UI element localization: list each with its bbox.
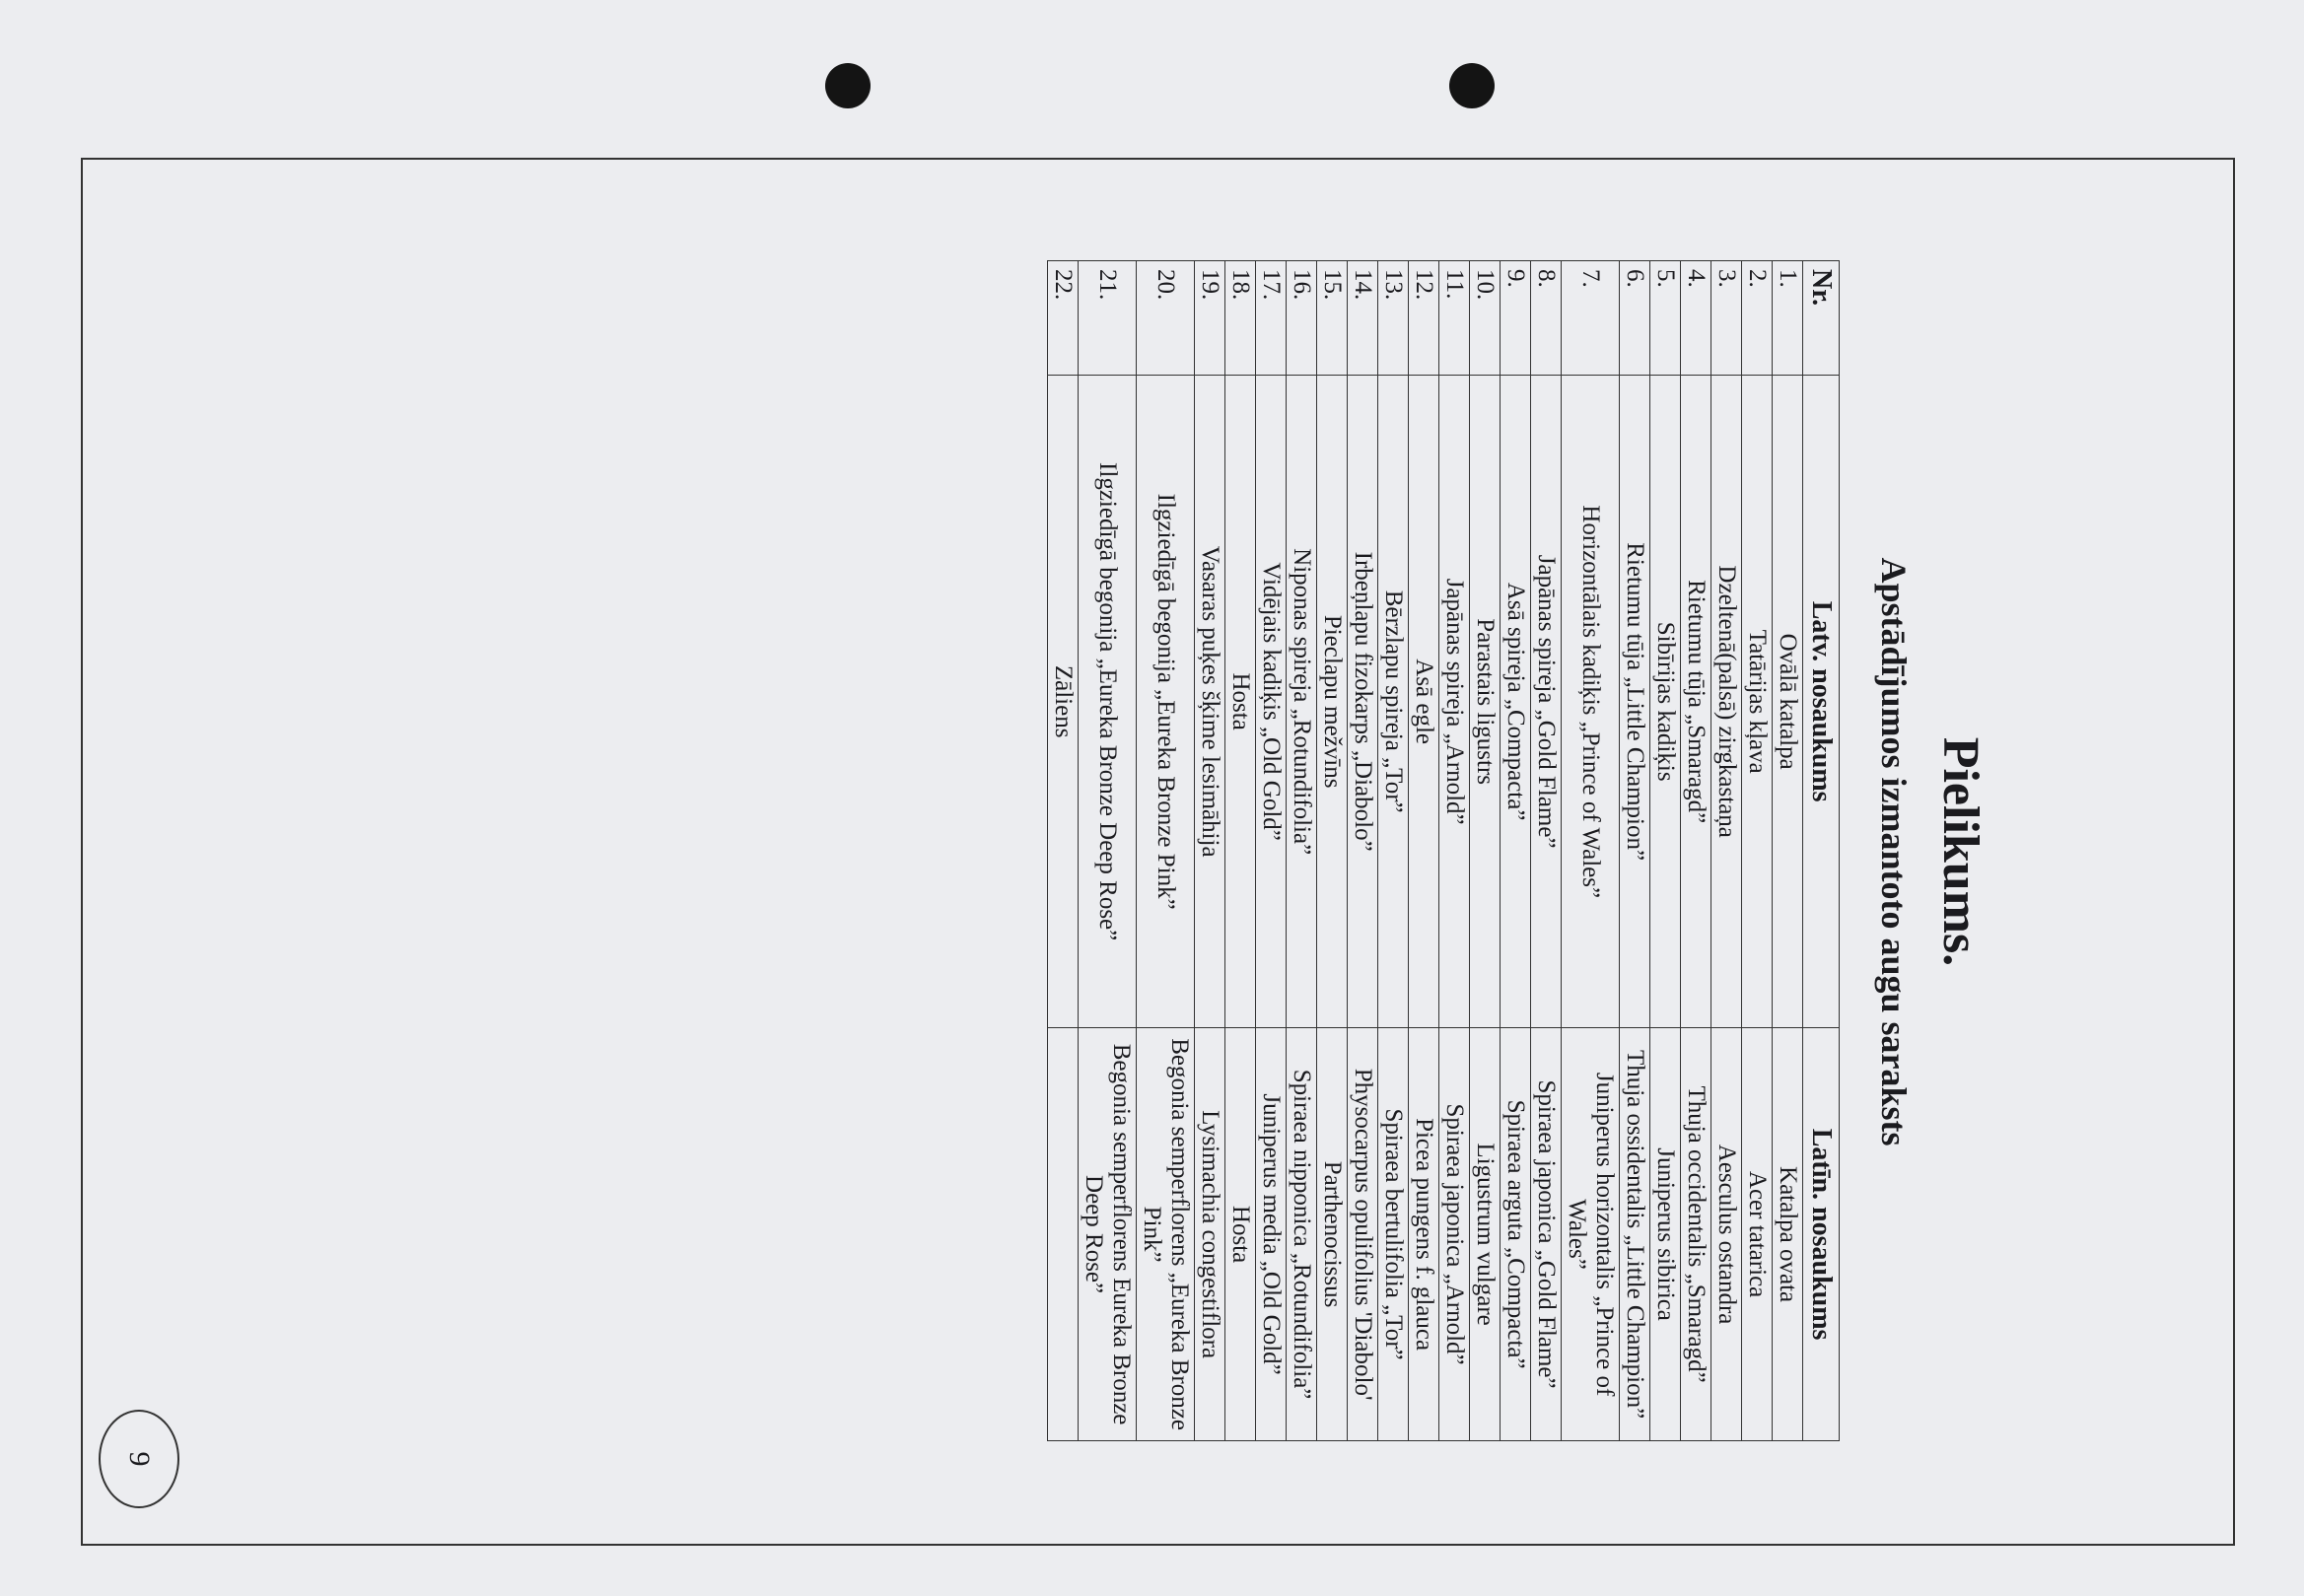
cell-latvian-name: Rietumu tūja „Little Champion” — [1620, 376, 1650, 1028]
cell-latvian-name: Horizontālais kadiķis „Prince of Wales” — [1562, 376, 1620, 1028]
plant-list-table — [1047, 260, 1840, 1441]
cell-nr: 3. — [1711, 261, 1742, 376]
cell-nr: 4. — [1681, 261, 1711, 376]
cell-latin-name: Lysimachia congestiflora — [1195, 1028, 1225, 1441]
cell-nr: 9. — [1501, 261, 1531, 376]
cell-latin-name: Physocarpus opulifolius 'Diabolo' — [1348, 1028, 1378, 1441]
table-row — [1348, 261, 1378, 1441]
cell-latin-name: Begonia semperflorens Eureka Bronze Deep Rose” — [1079, 1028, 1137, 1441]
table-header-row — [1803, 261, 1840, 1441]
cell-latin-name: Spiraea nipponica „Rotundifolia” — [1287, 1028, 1317, 1441]
cell-nr: 21. — [1079, 261, 1137, 376]
cell-latvian-name: Niponas spireja „Rotundifolia” — [1287, 376, 1317, 1028]
rotated-content — [314, 260, 1990, 1443]
header-latin-name: Latīn. nosaukums — [1803, 1028, 1840, 1441]
cell-latin-name: Aesculus ostandra — [1711, 1028, 1742, 1441]
cell-latvian-name: Tatārijas kļava — [1742, 376, 1773, 1028]
cell-latin-name: Parthenocissus — [1317, 1028, 1348, 1441]
table-row — [1562, 261, 1620, 1441]
cell-latvian-name: Irbeņlapu fizokarps „Diabolo” — [1348, 376, 1378, 1028]
cell-nr: 7. — [1562, 261, 1620, 376]
page-title: Pielikums. — [1932, 736, 1989, 967]
cell-nr: 12. — [1409, 261, 1439, 376]
punch-hole-right — [1449, 63, 1495, 108]
table-row — [1531, 261, 1562, 1441]
header-nr: Nr. — [1803, 261, 1840, 376]
table-row — [1317, 261, 1348, 1441]
cell-nr: 14. — [1348, 261, 1378, 376]
table-row — [1470, 261, 1501, 1441]
page-number: 9 — [123, 1451, 156, 1467]
cell-nr: 16. — [1287, 261, 1317, 376]
cell-latin-name: Spiraea bertulifolia „Tor” — [1378, 1028, 1409, 1441]
table-row — [1137, 261, 1195, 1441]
cell-latvian-name: Ilgziedīgā begonija „Eureka Bronze Deep Rose” — [1079, 376, 1137, 1028]
header-latvian-name: Latv. nosaukums — [1803, 376, 1840, 1028]
cell-nr: 13. — [1378, 261, 1409, 376]
cell-latin-name: Katalpa ovata — [1773, 1028, 1803, 1441]
table-row — [1650, 261, 1681, 1441]
cell-nr: 18. — [1225, 261, 1256, 376]
table-row — [1620, 261, 1650, 1441]
cell-nr: 10. — [1470, 261, 1501, 376]
cell-nr: 5. — [1650, 261, 1681, 376]
cell-latvian-name: Japānas spireja „Gold Flame” — [1531, 376, 1562, 1028]
cell-latin-name — [1048, 1028, 1079, 1441]
cell-latin-name: Spiraea japonica „Gold Flame” — [1531, 1028, 1562, 1441]
page-number-badge — [99, 1410, 179, 1508]
cell-latin-name: Acer tatarica — [1742, 1028, 1773, 1441]
table-caption: Apstādījumos izmantoto augu saraksts — [1874, 557, 1914, 1146]
table-row — [1711, 261, 1742, 1441]
cell-nr: 22. — [1048, 261, 1079, 376]
cell-latin-name: Spiraea japonica „Arnold” — [1439, 1028, 1470, 1441]
table-row — [1079, 261, 1137, 1441]
table-row — [1409, 261, 1439, 1441]
cell-latvian-name: Japānas spireja „Arnold” — [1439, 376, 1470, 1028]
cell-nr: 15. — [1317, 261, 1348, 376]
cell-nr: 20. — [1137, 261, 1195, 376]
cell-latin-name: Spiraea arguta „Compacta” — [1501, 1028, 1531, 1441]
cell-latvian-name: Ilgziedīgā begonija „Eureka Bronze Pink” — [1137, 376, 1195, 1028]
cell-nr: 6. — [1620, 261, 1650, 376]
table-row — [1378, 261, 1409, 1441]
cell-latin-name: Ligustrum vulgare — [1470, 1028, 1501, 1441]
cell-nr: 2. — [1742, 261, 1773, 376]
table-row — [1742, 261, 1773, 1441]
cell-latvian-name: Parastais ligustrs — [1470, 376, 1501, 1028]
cell-latvian-name: Ovālā katalpa — [1773, 376, 1803, 1028]
table-row — [1773, 261, 1803, 1441]
table-row — [1501, 261, 1531, 1441]
cell-latvian-name: Asā egle — [1409, 376, 1439, 1028]
table-row — [1195, 261, 1225, 1441]
cell-latin-name: Hosta — [1225, 1028, 1256, 1441]
cell-latin-name: Juniperus media „Old Gold” — [1256, 1028, 1287, 1441]
table-row — [1225, 261, 1256, 1441]
cell-latvian-name: Asā spireja „Compacta” — [1501, 376, 1531, 1028]
cell-latvian-name: Zāliens — [1048, 376, 1079, 1028]
table-row — [1048, 261, 1079, 1441]
table-row — [1287, 261, 1317, 1441]
cell-latin-name: Thuja occidentalis „Smaragd” — [1681, 1028, 1711, 1441]
punch-hole-left — [825, 63, 871, 108]
cell-latin-name: Juniperus horizontalis „Prince of Wales” — [1562, 1028, 1620, 1441]
table-row — [1681, 261, 1711, 1441]
cell-latin-name: Picea pungens f. glauca — [1409, 1028, 1439, 1441]
cell-latin-name: Begonia semperflorens „Eureka Bronze Pink” — [1137, 1028, 1195, 1441]
cell-latvian-name: Hosta — [1225, 376, 1256, 1028]
cell-latvian-name: Vidējais kadiķis „Old Gold” — [1256, 376, 1287, 1028]
cell-nr: 8. — [1531, 261, 1562, 376]
cell-latvian-name: Dzeltenā(palsā) zirgkastaņa — [1711, 376, 1742, 1028]
table-row — [1256, 261, 1287, 1441]
cell-latvian-name: Pieclapu mežvīns — [1317, 376, 1348, 1028]
table-row — [1439, 261, 1470, 1441]
cell-latvian-name: Bērzlapu spireja „Tor” — [1378, 376, 1409, 1028]
cell-latvian-name: Rietumu tūja „Smaragd” — [1681, 376, 1711, 1028]
cell-nr: 19. — [1195, 261, 1225, 376]
cell-nr: 17. — [1256, 261, 1287, 376]
cell-latvian-name: Vasaras puķes šķime lesimāhija — [1195, 376, 1225, 1028]
cell-nr: 1. — [1773, 261, 1803, 376]
cell-latvian-name: Sibīrijas kadiķis — [1650, 376, 1681, 1028]
cell-nr: 11. — [1439, 261, 1470, 376]
cell-latin-name: Juniperus sibirica — [1650, 1028, 1681, 1441]
cell-latin-name: Thuja ossidentalis „Little Champion” — [1620, 1028, 1650, 1441]
